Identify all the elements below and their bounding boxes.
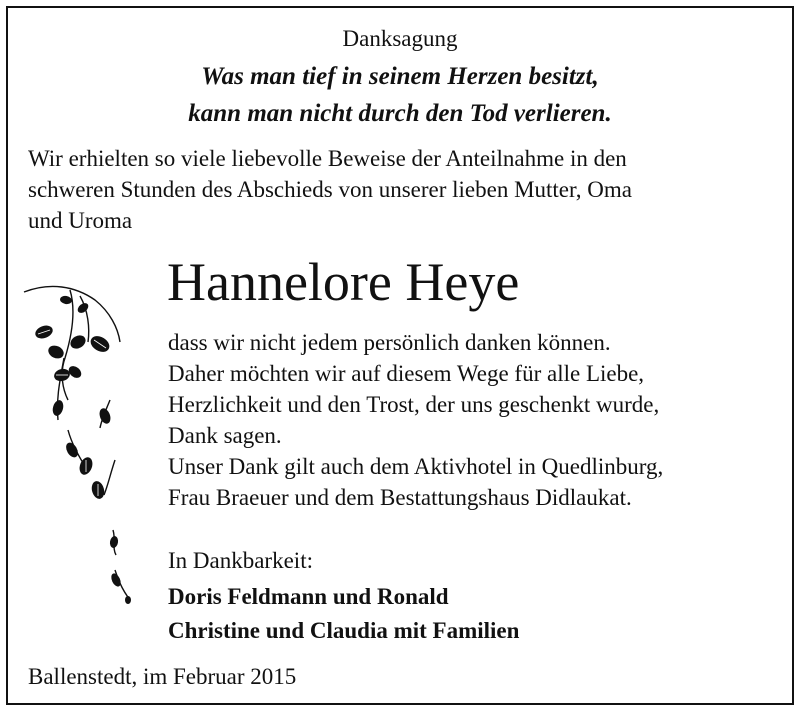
deceased-name: Hannelore Heye <box>167 252 520 312</box>
motto-line-2: kann man nicht durch den Tod verlieren. <box>188 100 612 127</box>
closing-label: In Dankbarkeit: <box>168 548 313 573</box>
motto-line-1: Was man tief in seinem Herzen besitzt, <box>201 63 599 90</box>
signature-line-2: Christine und Claudia mit Familien <box>168 618 520 643</box>
intro-line: Wir erhielten so viele liebevolle Beweise der Anteilnahme in den <box>28 146 627 171</box>
intro-paragraph <box>28 143 778 236</box>
intro-line: und Uroma <box>28 208 133 233</box>
body-line: Daher möchten wir auf diesem Wege für alle Liebe, <box>168 361 645 386</box>
body-line: dass wir nicht jedem persönlich danken können. <box>168 330 611 355</box>
signature-line-1: Doris Feldmann und Ronald <box>168 584 449 609</box>
body-paragraph <box>168 327 788 513</box>
place-date: Ballenstedt, im Februar 2015 <box>28 664 297 689</box>
body-line: Dank sagen. <box>168 423 282 448</box>
body-line: Unser Dank gilt auch dem Aktivhotel in Quedlinburg, <box>168 454 664 479</box>
body-line: Herzlichkeit und den Trost, der uns geschenkt wurde, <box>168 392 660 417</box>
intro-line: schweren Stunden des Abschieds von unserer lieben Mutter, Oma <box>28 177 632 202</box>
leaf-branch-icon <box>20 280 140 610</box>
body-line: Frau Braeuer und dem Bestattungshaus Didlaukat. <box>168 485 632 510</box>
notice-heading: Danksagung <box>342 26 458 51</box>
